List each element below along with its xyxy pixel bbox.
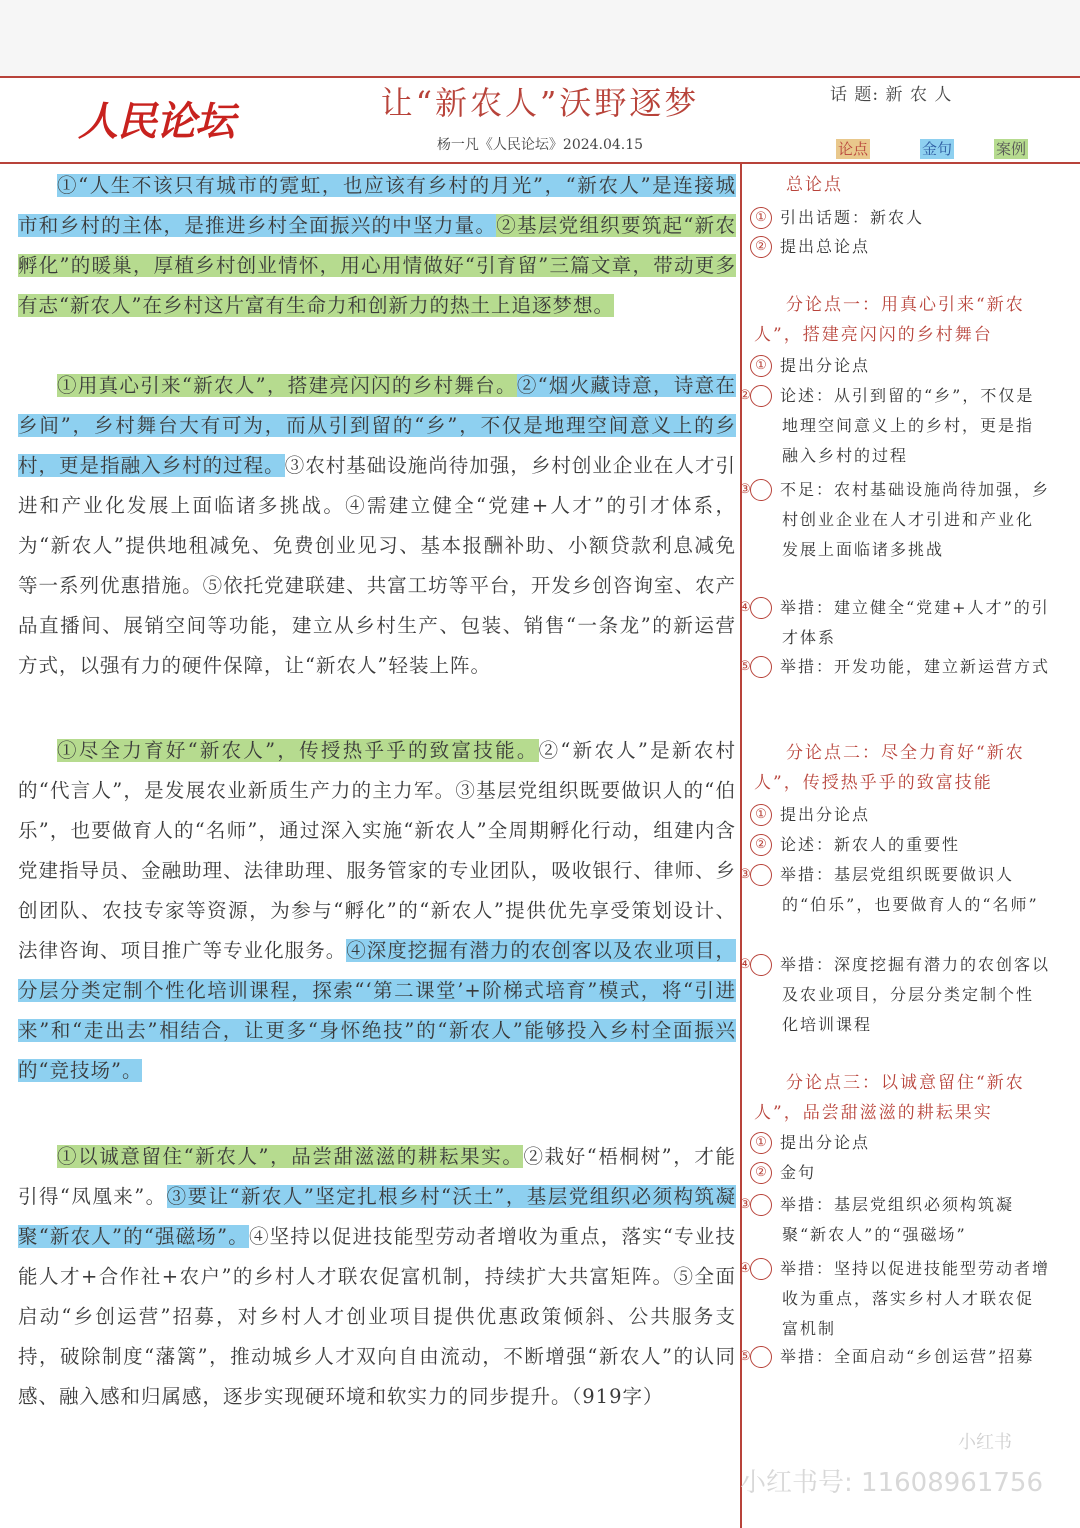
outline-item: ⑤ 举措：全面启动“乡创运营”招募 (739, 1347, 1035, 1366)
item-number: ③ (750, 479, 772, 501)
highlight-point: ②基层党组织要筑起“新农孵化”的暖巢，厚植乡村创业情怀，用心用情做好“引育留”三篇文章，带动更多有志“新农人”在乡村这片富有生命力和创新力的热土上追逐梦想。 (18, 214, 736, 317)
paragraph-3 (18, 731, 736, 1091)
article-title: 让“新农人”沃野逐梦 (380, 84, 700, 122)
outline-item: ⑤ 举措：开发功能，建立新运营方式 (739, 657, 1051, 676)
legend-quote: 金句 (922, 140, 953, 158)
outline-item: ① 提出分论点 (750, 1128, 1050, 1158)
overview-title: 总论点 (786, 175, 843, 195)
legend-point: 论点 (838, 140, 869, 158)
highlight-quote: ③要让“新农人”坚定扎根乡村“沃土”，基层党组织必须构筑凝聚“新农人”的“强磁场”。 (18, 1185, 736, 1248)
item-number: ④ (750, 1258, 772, 1280)
legend-case: 案例 (996, 140, 1027, 158)
outline-item: ② 论述：从引到留的“乡”，不仅是地理空间意义上的乡村，更是指融入乡村的过程 (739, 386, 1035, 465)
outline-item: ③ 不足：农村基础设施尚待加强，乡村创业企业在人才引进和产业化发展上面临诸多挑战 (739, 480, 1051, 559)
paragraph-text: ②“新农人”是新农村的“代言人”，是发展农业新质生产力的主力军。③基层党组织既要做识人的“伯乐”，也要做育人的“名师”，通过深入实施“新农人”全周期孵化行动，组建内含党建指导员、金融助理、法律助理、服务管家的专业团队，吸收银行、律师、乡创团队、农技专家等资源，为参与“孵化”的“新农人”提供优先享受策划设计、法律咨询、项目推广等专业化服务。 (18, 739, 736, 962)
item-number: ③ (750, 1194, 772, 1216)
outline-item: ① 提出分论点 (750, 351, 1050, 381)
watermark-id: 小红书号: 11608961756 (740, 1468, 1043, 1498)
paragraph-text: ④坚持以促进技能型劳动者增收为重点，落实“专业技能人才+合作社+农户”的乡村人才联农促富机制，持续扩大共富矩阵。⑤全面启动“乡创运营”招募，对乡村人才创业项目提供优惠政策倾斜、公共服务支持，破除制度“藩篱”，推动城乡人才双向自由流动，不断增强“新农人”的认同感、融入感和归属感，逐步实现硬环境和软实力的同步提升。（919字） (18, 1225, 736, 1408)
watermark-badge: 小红书 (958, 1432, 1012, 1453)
outline-item: ③ 举措：基层党组织既要做识人的“伯乐”，也要做育人的“名师” (739, 865, 1039, 914)
header-bottom-rule (0, 162, 1080, 164)
sub2-title: 分论点二：尽全力育好“新农人”，传授热乎乎的致富技能 (754, 743, 1025, 793)
outline-item: ① 提出分论点 (750, 800, 1050, 830)
outline-item: ④ 举措：坚持以促进技能型劳动者增收为重点，落实乡村人才联农促富机制 (739, 1259, 1051, 1338)
outline-item: ④ 举措：建立健全“党建+人才”的引才体系 (739, 598, 1050, 647)
highlight-quote: ②“烟火藏诗意，诗意在乡间”，乡村舞台大有可为，而从引到留的“乡”，不仅是地理空间意义上的乡村，更是指融入乡村的过程。 (18, 374, 736, 477)
item-number: ⑤ (750, 656, 772, 678)
column-divider (740, 162, 742, 1528)
highlight-quote: ④深度挖掘有潜力的农创客以及农业项目，分层分类定制个性化培训课程，探索“‘第二课堂’+阶梯式培育”模式，将“引进来”和“走出去”相结合，让更多“身怀绝技”的“新农人”能够投入乡村全面振兴的“竞技场”。 (18, 939, 736, 1082)
highlight-quote: ①“人生不该只有城市的霓虹，也应该有乡村的月光”，“新农人”是连接城市和乡村的主体，是推进乡村全面振兴的中坚力量。 (18, 174, 736, 237)
item-number: ② (750, 236, 772, 258)
publication-logo: 人民论坛 (78, 98, 234, 145)
outline-item: ② 提出总论点 (750, 232, 1050, 262)
highlight-point: ①尽全力育好“新农人”，传授热乎乎的致富技能。 (57, 739, 539, 762)
sub1-title: 分论点一：用真心引来“新农人”，搭建亮闪闪的乡村舞台 (754, 295, 1025, 345)
outline-item: ① 引出话题：新农人 (750, 203, 1050, 233)
paragraph-4 (18, 1137, 736, 1417)
item-number: ① (750, 804, 772, 826)
item-number: ③ (750, 864, 772, 886)
paragraph-text: ②栽好“梧桐树”，才能引得“凤凰来”。 (18, 1145, 736, 1208)
paragraph-text: ③农村基础设施尚待加强，乡村创业企业在人才引进和产业化发展上面临诸多挑战。④需建立健全“党建+人才”的引才体系，为“新农人”提供地租减免、免费创业见习、基本报酬补助、小额贷款利息减免等一系列优惠措施。⑤依托党建联建、共富工坊等平台，开发乡创咨询室、农产品直播间、展销空间等功能，建立从乡村生产、包装、销售“一条龙”的新运营方式，以强有力的硬件保障，让“新农人”轻装上阵。 (18, 454, 736, 677)
item-number: ② (750, 385, 772, 407)
top-margin (0, 0, 1080, 76)
outline-item: ② 论述：新农人的重要性 (750, 830, 1050, 860)
highlight-point: ①以诚意留住“新农人”，品尝甜滋滋的耕耘果实。 (57, 1145, 524, 1168)
item-number: ⑤ (750, 1346, 772, 1368)
item-number: ① (750, 1132, 772, 1154)
outline-item: ③ 举措：基层党组织必须构筑凝聚“新农人”的“强磁场” (739, 1195, 1015, 1244)
item-number: ② (750, 1162, 772, 1184)
item-number: ④ (750, 597, 772, 619)
outline-item: ② 金句 (750, 1158, 1050, 1188)
item-number: ② (750, 834, 772, 856)
topic-label: 话 题: 新 农 人 (830, 85, 953, 105)
paragraph-1 (18, 166, 736, 326)
paragraph-2 (18, 366, 736, 686)
item-number: ① (750, 207, 772, 229)
highlight-point: ①用真心引来“新农人”，搭建亮闪闪的乡村舞台。 (57, 374, 517, 397)
item-number: ④ (750, 954, 772, 976)
outline-item: ④ 举措：深度挖掘有潜力的农创客以及农业项目，分层分类定制个性化培训课程 (739, 955, 1051, 1034)
article-byline: 杨一凡《人民论坛》2024.04.15 (436, 137, 644, 153)
sub3-title: 分论点三：以诚意留住“新农人”，品尝甜滋滋的耕耘果实 (754, 1073, 1025, 1123)
item-number: ① (750, 355, 772, 377)
